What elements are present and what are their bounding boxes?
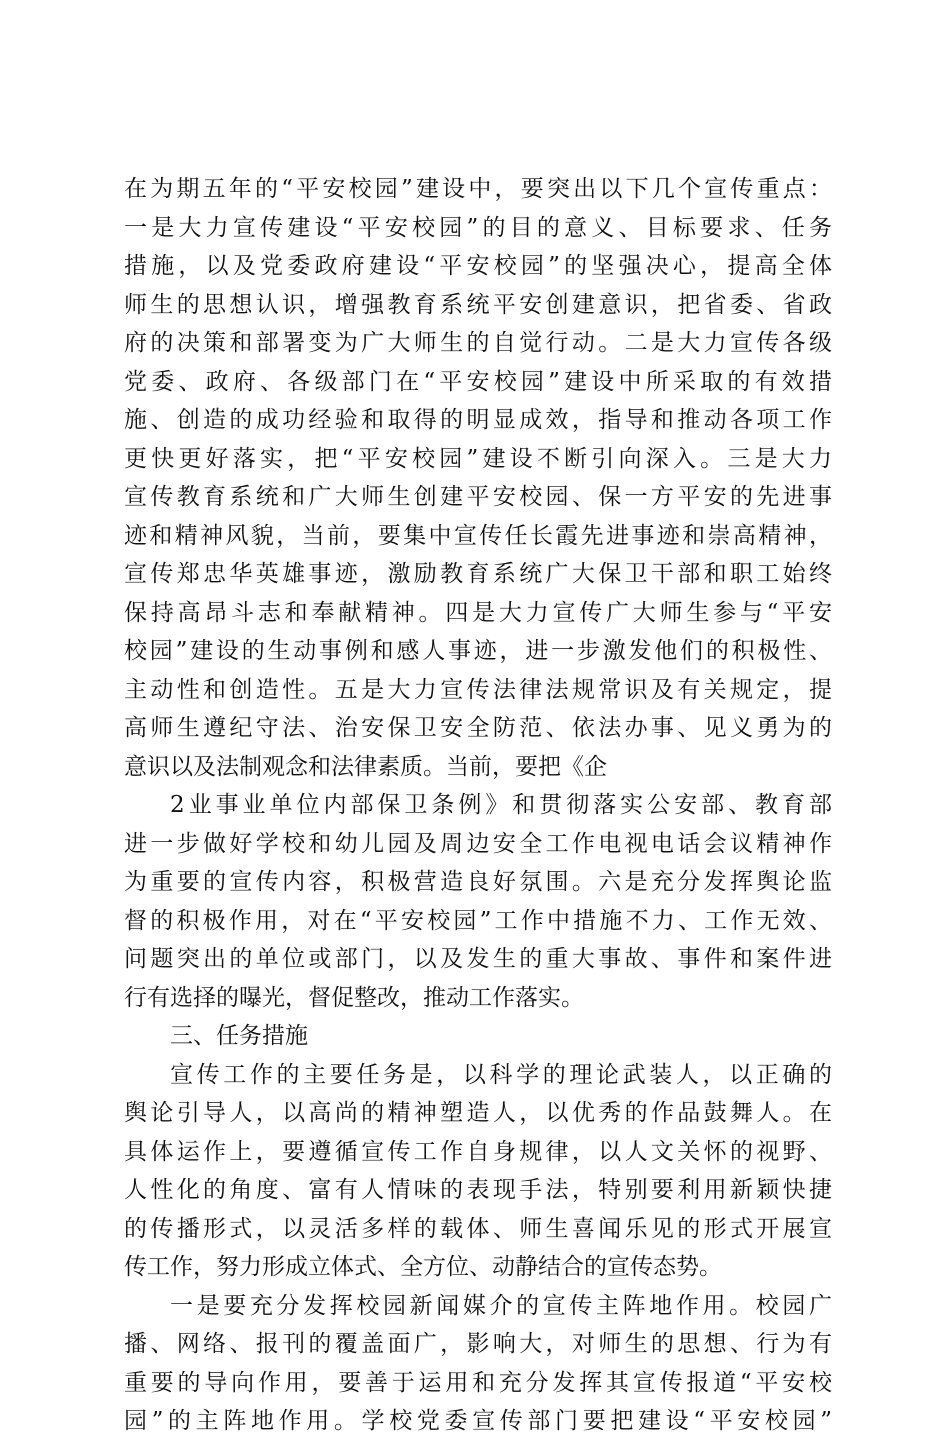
text-line: 行有选择的曝光，督促整改，推动工作落实。 bbox=[124, 984, 584, 1011]
text-line: 校园”建设的生动事例和感人事迹，进一步激发他们的积极性、 bbox=[124, 638, 832, 664]
text-line: 一是要充分发挥校园新闻媒介的宣传主阵地作用。校园广 bbox=[170, 1292, 832, 1319]
text-line: 宣传教育系统和广大师生创建平安校园、保一方平安的先进事 bbox=[124, 484, 832, 510]
text-line: 重要的导向作用，要善于运用和充分发挥其宣传报道“平安校 bbox=[124, 1369, 832, 1396]
text-line: 师生的思想认识，增强教育系统平安创建意识，把省委、省政 bbox=[124, 291, 832, 318]
text-line: 府的决策和部署变为广大师生的自觉行动。二是大力宣传各级 bbox=[124, 330, 832, 356]
text-line: 宣传郑忠华英雄事迹，激励教育系统广大保卫干部和职工始终 bbox=[124, 561, 832, 587]
text-line: 高师生遵纪守法、治安保卫安全防范、依法办事、见义勇为的 bbox=[124, 715, 832, 741]
text-line: 2业事业单位内部保卫条例》和贯彻落实公安部、教育部 bbox=[170, 792, 832, 818]
text-line: 舆论引导人，以高尚的精神塑造人，以优秀的作品鼓舞人。在 bbox=[124, 1100, 832, 1126]
text-line: 播、网络、报刊的覆盖面广，影响大，对师生的思想、行为有 bbox=[124, 1331, 832, 1357]
text-line: 主动性和创造性。五是大力宣传法律法规常识及有关规定，提 bbox=[124, 676, 832, 703]
text-line: 保持高昂斗志和奉献精神。四是大力宣传广大师生参与“平安 bbox=[124, 599, 832, 626]
text-line: 党委、政府、各级部门在“平安校园”建设中所采取的有效措 bbox=[124, 368, 832, 395]
text-line: 更快更好落实，把“平安校园”建设不断引向深入。三是大力 bbox=[124, 445, 832, 472]
text-line: 传工作，努力形成立体式、全方位、动静结合的宣传态势。 bbox=[124, 1254, 722, 1280]
text-line: 为重要的宣传内容，积极营造良好氛围。六是充分发挥舆论监 bbox=[124, 869, 832, 895]
text-line: 意识以及法制观念和法律素质。当前，要把《企 bbox=[124, 753, 607, 780]
text-line: 一是大力宣传建设“平安校园”的目的意义、目标要求、任务 bbox=[124, 214, 832, 241]
text-line: 具体运作上，要遵循宣传工作自身规律，以人文关怀的视野、 bbox=[124, 1138, 832, 1165]
text-line: 人性化的角度、富有人情味的表现手法，特别要利用新颖快捷 bbox=[124, 1177, 832, 1203]
document-body-text bbox=[124, 170, 832, 1441]
text-line: 的传播形式，以灵活多样的载体、师生喜闻乐见的形式开展宣 bbox=[124, 1215, 832, 1242]
text-line: 问题突出的单位或部门，以及发生的重大事故、事件和案件进 bbox=[124, 946, 832, 972]
text-line: 园”的主阵地作用。学校党委宣传部门要把建设“平安校园” bbox=[124, 1408, 832, 1434]
text-line: 措施，以及党委政府建设“平安校园”的坚强决心，提高全体 bbox=[124, 253, 832, 279]
text-line: 宣传工作的主要任务是，以科学的理论武装人，以正确的 bbox=[170, 1061, 832, 1088]
text-line: 迹和精神风貌，当前，要集中宣传任长霞先进事迹和崇高精神， bbox=[124, 522, 832, 549]
text-line: 三、任务措施 bbox=[170, 1023, 308, 1049]
text-line: 督的积极作用，对在“平安校园”工作中措施不力、工作无效、 bbox=[124, 907, 832, 934]
text-line: 在为期五年的“平安校园”建设中，要突出以下几个宣传重点： bbox=[124, 176, 832, 202]
text-line: 进一步做好学校和幼儿园及周边安全工作电视电话会议精神作 bbox=[124, 830, 832, 857]
text-line: 施、创造的成功经验和取得的明显成效，指导和推动各项工作 bbox=[124, 407, 832, 433]
